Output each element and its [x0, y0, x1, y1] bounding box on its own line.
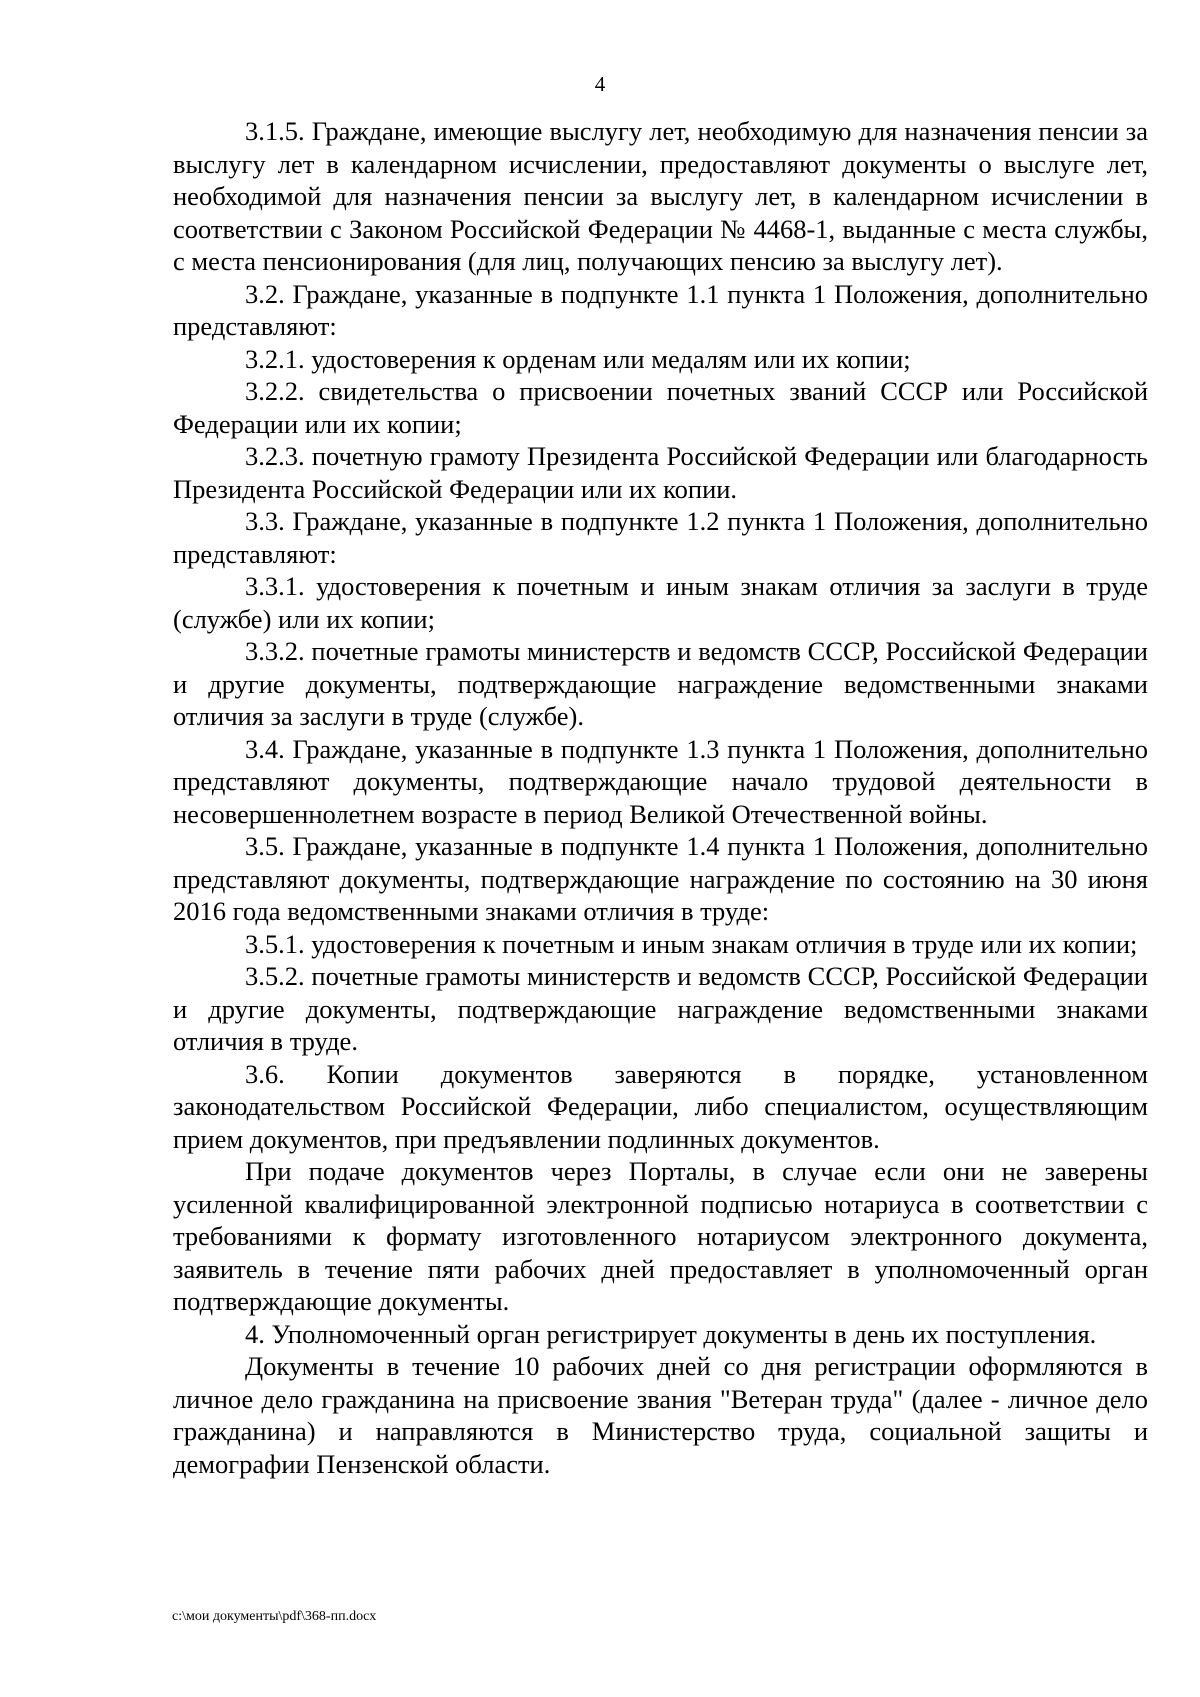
paragraph-3-2-3: 3.2.3. почетную грамоту Президента Российской Федерации или благодарность Президента Российской Федерации или их копии. [173, 441, 1148, 504]
page-number: 4 [594, 72, 606, 96]
paragraph-4: 4. Уполномоченный орган регистрирует документы в день их поступления. [245, 1318, 1097, 1349]
paragraph-3-3-2: 3.3.2. почетные грамоты министерств и ведомств СССР, Российской Федерации и другие документы, подтверждающие награждение ведомственными знаками отличия за заслуги в труде (службе). [173, 636, 1148, 731]
paragraph-3-5-1: 3.5.1. удостоверения к почетным и иным знакам отличия в труде или их копии; [245, 928, 1138, 959]
paragraph-3-5: 3.5. Граждане, указанные в подпункте 1.4 пункта 1 Положения, дополнительно представляют документы, подтверждающие награждение по состоянию на 30 июня 2016 года ведомственными знаками отличия в труде: [173, 831, 1148, 926]
paragraph-3-4: 3.4. Граждане, указанные в подпункте 1.3 пункта 1 Положения, дополнительно представляют документы, подтверждающие начало трудовой деятельности в несовершеннолетнем возрасте в период Великой Отечественной войны. [173, 733, 1148, 829]
paragraph-personal-file: Документы в течение 10 рабочих дней со дня регистрации оформляются в личное дело гражданина на присвоение звания "Ветеран труда" (далее - личное дело гражданина) и направляются в Министерство труда, социальной защиты и демографии Пензенской области. [173, 1351, 1148, 1479]
document-body [173, 115, 1148, 1480]
paragraph-3-5-2: 3.5.2. почетные грамоты министерств и ведомств СССР, Российской Федерации и другие документы, подтверждающие награждение ведомственными знаками отличия в труде. [173, 961, 1148, 1056]
paragraph-3-1-5: 3.1.5. Граждане, имеющие выслугу лет, необходимую для назначения пенсии за выслугу лет в календарном исчислении, предоставляют документы о выслуге лет, необходимой для назначения пенсии за выслугу лет, в календарном исчислении в соответствии с Законом Российской Федерации № 4468-1, выданные с места службы, с места пенсионирования (для лиц, получающих пенсию за выслугу лет). [173, 116, 1148, 276]
paragraph-3-3-1: 3.3.1. удостоверения к почетным и иным знакам отличия за заслуги в труде (службе) или их копии; [173, 571, 1148, 634]
paragraph-3-3: 3.3. Граждане, указанные в подпункте 1.2 пункта 1 Положения, дополнительно представляют: [173, 506, 1148, 569]
paragraph-3-2-2: 3.2.2. свидетельства о присвоении почетных званий СССР или Российской Федерации или их копии; [173, 376, 1148, 439]
footer-file-path: c:\мои документы\pdf\368-пп.docx [172, 1609, 377, 1624]
paragraph-3-2-1: 3.2.1. удостоверения к орденам или медалям или их копии; [245, 343, 911, 374]
paragraph-3-6: 3.6. Копии документов заверяются в порядке, установленном законодательством Российской Федерации, либо специалистом, осуществляющим прием документов, при предъявлении подлинных документов. [173, 1058, 1148, 1154]
paragraph-portals: При подаче документов через Порталы, в случае если они не заверены усиленной квалифицированной электронной подписью нотариуса в соответствии с требованиями к формату изготовленного нотариусом электронного документа, заявитель в течение пяти рабочих дней предоставляет в уполномоченный орган подтверждающие документы. [173, 1156, 1148, 1316]
paragraph-3-2: 3.2. Граждане, указанные в подпункте 1.1 пункта 1 Положения, дополнительно представляют: [173, 278, 1148, 341]
